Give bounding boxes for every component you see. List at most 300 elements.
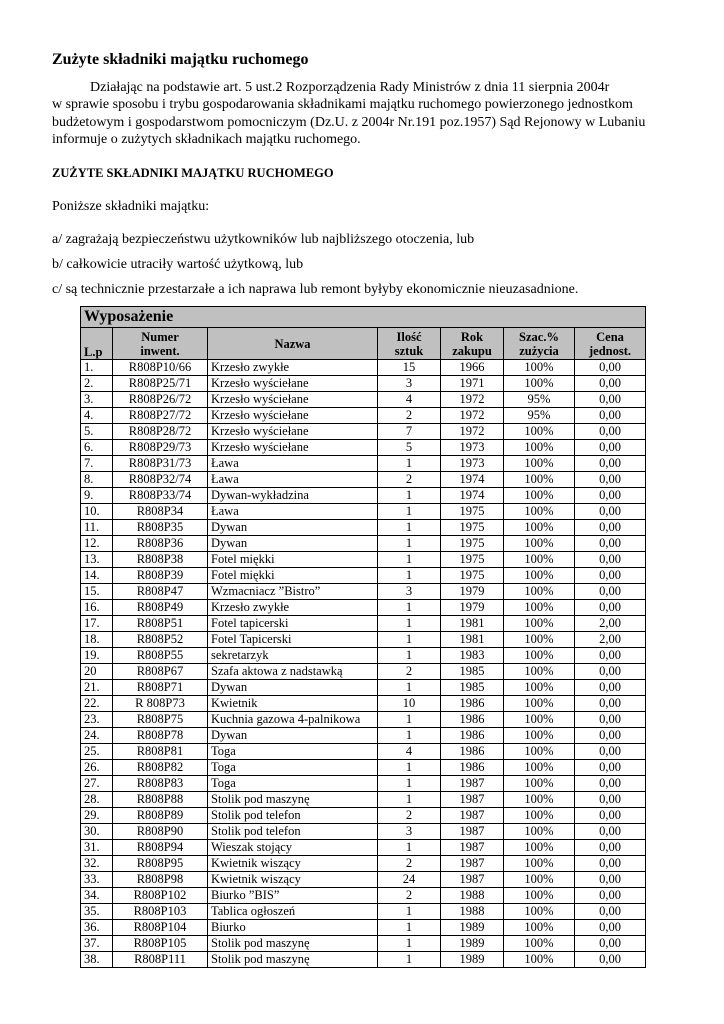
table-row (81, 392, 646, 408)
cell-quantity: 7 (378, 424, 441, 440)
condition-c: c/ są technicznie przestarzałe a ich naprawa lub remont byłyby ekonomicznie nieuzasadnione. (52, 282, 579, 297)
cell-name: Dywan-wykładzina (208, 488, 378, 504)
col-header-ilosc (378, 328, 441, 360)
cell-wear-percent: 100% (504, 632, 575, 648)
cell-year: 1987 (441, 792, 504, 808)
cell-quantity: 3 (378, 584, 441, 600)
cell-lp: 36. (81, 920, 113, 936)
cell-inventory-number: R808P105 (113, 936, 208, 952)
table-row (81, 792, 646, 808)
cell-inventory-number: R808P34 (113, 504, 208, 520)
table-row (81, 856, 646, 872)
cell-quantity: 1 (378, 568, 441, 584)
cell-year: 1985 (441, 664, 504, 680)
cell-unit-price: 0,00 (575, 936, 646, 952)
table-row (81, 920, 646, 936)
cell-inventory-number: R808P90 (113, 824, 208, 840)
cell-lp: 10. (81, 504, 113, 520)
cell-name: Krzesło zwykłe (208, 600, 378, 616)
cell-lp: 38. (81, 952, 113, 968)
intro-paragraph (52, 79, 682, 149)
cell-wear-percent: 100% (504, 504, 575, 520)
cell-inventory-number: R 808P73 (113, 696, 208, 712)
cell-inventory-number: R808P55 (113, 648, 208, 664)
cell-quantity: 1 (378, 648, 441, 664)
cell-wear-percent: 100% (504, 712, 575, 728)
cell-name: Toga (208, 760, 378, 776)
cell-wear-percent: 100% (504, 648, 575, 664)
cell-name: Dywan (208, 680, 378, 696)
table-body (81, 360, 646, 968)
table-row (81, 664, 646, 680)
cell-lp: 9. (81, 488, 113, 504)
condition-b: b/ całkowicie utraciły wartość użytkową, lub (52, 257, 304, 272)
col-header-cena (575, 328, 646, 360)
cell-year: 1973 (441, 440, 504, 456)
col-header-szac-line2: zużycia (519, 343, 559, 358)
cell-wear-percent: 100% (504, 520, 575, 536)
cell-inventory-number: R808P36 (113, 536, 208, 552)
table-row (81, 696, 646, 712)
table-row (81, 632, 646, 648)
cell-unit-price: 2,00 (575, 632, 646, 648)
cell-quantity: 1 (378, 712, 441, 728)
cell-year: 1987 (441, 776, 504, 792)
cell-quantity: 1 (378, 504, 441, 520)
cell-inventory-number: R808P89 (113, 808, 208, 824)
cell-quantity: 2 (378, 472, 441, 488)
col-header-numer (113, 328, 208, 360)
cell-unit-price: 0,00 (575, 456, 646, 472)
cell-year: 1966 (441, 360, 504, 376)
cell-inventory-number: R808P95 (113, 856, 208, 872)
col-header-szac (504, 328, 575, 360)
cell-wear-percent: 100% (504, 728, 575, 744)
cell-name: Stolik pod maszynę (208, 792, 378, 808)
cell-unit-price: 0,00 (575, 568, 646, 584)
cell-quantity: 1 (378, 600, 441, 616)
table-row (81, 504, 646, 520)
cell-name: Fotel miękki (208, 568, 378, 584)
cell-year: 1986 (441, 712, 504, 728)
cell-unit-price: 0,00 (575, 904, 646, 920)
cell-unit-price: 0,00 (575, 504, 646, 520)
cell-inventory-number: R808P94 (113, 840, 208, 856)
cell-unit-price: 0,00 (575, 392, 646, 408)
cell-inventory-number: R808P103 (113, 904, 208, 920)
cell-name: Dywan (208, 536, 378, 552)
cell-inventory-number: R808P26/72 (113, 392, 208, 408)
cell-wear-percent: 100% (504, 552, 575, 568)
cell-unit-price: 0,00 (575, 840, 646, 856)
cell-name: Kuchnia gazowa 4-palnikowa (208, 712, 378, 728)
cell-quantity: 1 (378, 760, 441, 776)
cell-lp: 8. (81, 472, 113, 488)
cell-quantity: 1 (378, 552, 441, 568)
cell-inventory-number: R808P111 (113, 952, 208, 968)
table-row (81, 680, 646, 696)
cell-quantity: 4 (378, 744, 441, 760)
cell-name: Krzesło wyściełane (208, 424, 378, 440)
cell-year: 1974 (441, 488, 504, 504)
cell-unit-price: 0,00 (575, 728, 646, 744)
cell-wear-percent: 100% (504, 440, 575, 456)
cell-unit-price: 0,00 (575, 760, 646, 776)
cell-unit-price: 0,00 (575, 648, 646, 664)
document-title: Zużyte składniki majątku ruchomego (52, 51, 309, 68)
cell-year: 1986 (441, 696, 504, 712)
cell-inventory-number: R808P28/72 (113, 424, 208, 440)
cell-unit-price: 0,00 (575, 808, 646, 824)
table-row (81, 584, 646, 600)
cell-year: 1975 (441, 552, 504, 568)
cell-name: Ława (208, 504, 378, 520)
cell-unit-price: 0,00 (575, 664, 646, 680)
cell-quantity: 2 (378, 856, 441, 872)
cell-year: 1986 (441, 744, 504, 760)
intro-line: informuje o zużytych składnikach majątku ruchomego. (52, 132, 361, 148)
cell-inventory-number: R808P32/74 (113, 472, 208, 488)
cell-inventory-number: R808P81 (113, 744, 208, 760)
cell-unit-price: 0,00 (575, 792, 646, 808)
intro-line: w sprawie sposobu i trybu gospodarowania składnikami majątku ruchomego powierzonego jednostkom (52, 97, 633, 113)
table-row (81, 648, 646, 664)
cell-wear-percent: 100% (504, 568, 575, 584)
cell-name: Kwietnik (208, 696, 378, 712)
cell-inventory-number: R808P31/73 (113, 456, 208, 472)
cell-lp: 6. (81, 440, 113, 456)
section-title: Wyposażenie (81, 307, 646, 328)
cell-wear-percent: 100% (504, 920, 575, 936)
cell-wear-percent: 100% (504, 952, 575, 968)
cell-year: 1989 (441, 920, 504, 936)
cell-wear-percent: 95% (504, 392, 575, 408)
cell-lp: 30. (81, 824, 113, 840)
cell-year: 1972 (441, 392, 504, 408)
cell-lp: 28. (81, 792, 113, 808)
cell-name: Wzmacniacz ”Bistro” (208, 584, 378, 600)
cell-lp: 7. (81, 456, 113, 472)
cell-inventory-number: R808P75 (113, 712, 208, 728)
cell-quantity: 1 (378, 792, 441, 808)
inventory-table (80, 306, 646, 968)
cell-quantity: 1 (378, 904, 441, 920)
cell-inventory-number: R808P33/74 (113, 488, 208, 504)
col-header-numer-line2: inwent. (140, 343, 180, 358)
cell-year: 1988 (441, 888, 504, 904)
cell-quantity: 1 (378, 936, 441, 952)
cell-name: Krzesło wyściełane (208, 376, 378, 392)
cell-year: 1987 (441, 808, 504, 824)
cell-unit-price: 0,00 (575, 744, 646, 760)
cell-inventory-number: R808P29/73 (113, 440, 208, 456)
cell-quantity: 4 (378, 392, 441, 408)
table-row (81, 952, 646, 968)
cell-unit-price: 0,00 (575, 488, 646, 504)
cell-wear-percent: 100% (504, 472, 575, 488)
cell-quantity: 1 (378, 488, 441, 504)
cell-year: 1972 (441, 408, 504, 424)
table-row (81, 936, 646, 952)
cell-quantity: 1 (378, 536, 441, 552)
cell-lp: 33. (81, 872, 113, 888)
cell-quantity: 1 (378, 616, 441, 632)
cell-wear-percent: 100% (504, 744, 575, 760)
cell-name: Ława (208, 472, 378, 488)
cell-year: 1989 (441, 952, 504, 968)
table-row (81, 520, 646, 536)
cell-quantity: 1 (378, 952, 441, 968)
lead-text: Poniższe składniki majątku: (52, 199, 210, 214)
cell-unit-price: 0,00 (575, 552, 646, 568)
cell-lp: 1. (81, 360, 113, 376)
cell-year: 1985 (441, 680, 504, 696)
cell-lp: 34. (81, 888, 113, 904)
cell-lp: 23. (81, 712, 113, 728)
cell-unit-price: 0,00 (575, 440, 646, 456)
table-row (81, 904, 646, 920)
table-row (81, 568, 646, 584)
col-header-nazwa: Nazwa (208, 328, 378, 360)
cell-wear-percent: 100% (504, 424, 575, 440)
cell-wear-percent: 100% (504, 840, 575, 856)
cell-year: 1975 (441, 568, 504, 584)
cell-inventory-number: R808P49 (113, 600, 208, 616)
table-row (81, 616, 646, 632)
cell-year: 1979 (441, 600, 504, 616)
cell-inventory-number: R808P88 (113, 792, 208, 808)
cell-year: 1987 (441, 872, 504, 888)
cell-unit-price: 0,00 (575, 888, 646, 904)
cell-lp: 4. (81, 408, 113, 424)
cell-unit-price: 0,00 (575, 600, 646, 616)
table-row (81, 600, 646, 616)
cell-name: Toga (208, 776, 378, 792)
cell-inventory-number: R808P82 (113, 760, 208, 776)
cell-name: Tablica ogłoszeń (208, 904, 378, 920)
cell-name: Kwietnik wiszący (208, 856, 378, 872)
cell-unit-price: 0,00 (575, 776, 646, 792)
cell-wear-percent: 100% (504, 584, 575, 600)
cell-quantity: 10 (378, 696, 441, 712)
table-row (81, 728, 646, 744)
cell-name: Stolik pod telefon (208, 824, 378, 840)
cell-wear-percent: 100% (504, 792, 575, 808)
table-row (81, 552, 646, 568)
cell-year: 1983 (441, 648, 504, 664)
table-row (81, 808, 646, 824)
cell-unit-price: 0,00 (575, 536, 646, 552)
cell-inventory-number: R808P39 (113, 568, 208, 584)
cell-name: Ława (208, 456, 378, 472)
cell-lp: 14. (81, 568, 113, 584)
table-row (81, 744, 646, 760)
cell-quantity: 1 (378, 776, 441, 792)
cell-lp: 13. (81, 552, 113, 568)
cell-lp: 37. (81, 936, 113, 952)
table-column-headers (81, 328, 646, 360)
table-row (81, 888, 646, 904)
cell-inventory-number: R808P25/71 (113, 376, 208, 392)
cell-year: 1989 (441, 936, 504, 952)
cell-name: sekretarzyk (208, 648, 378, 664)
col-header-rok-line2: zakupu (452, 343, 492, 358)
cell-wear-percent: 100% (504, 872, 575, 888)
cell-wear-percent: 95% (504, 408, 575, 424)
cell-name: Krzesło zwykłe (208, 360, 378, 376)
cell-name: Wieszak stojący (208, 840, 378, 856)
cell-inventory-number: R808P98 (113, 872, 208, 888)
cell-name: Krzesło wyściełane (208, 392, 378, 408)
cell-lp: 3. (81, 392, 113, 408)
cell-lp: 17. (81, 616, 113, 632)
cell-unit-price: 0,00 (575, 520, 646, 536)
intro-line: Działając na podstawie art. 5 ust.2 Rozporządzenia Rady Ministrów z dnia 11 sierpnia 2004r (90, 80, 610, 95)
cell-year: 1986 (441, 728, 504, 744)
cell-unit-price: 0,00 (575, 856, 646, 872)
col-header-szac-line1: Szac.% (519, 329, 559, 344)
cell-wear-percent: 100% (504, 616, 575, 632)
cell-inventory-number: R808P27/72 (113, 408, 208, 424)
intro-line: budżetowym i gospodarstwom pomocniczym (Dz.U. z 2004r Nr.191 poz.1957) Sąd Rejonowy w Lubaniu (52, 114, 646, 130)
cell-lp: 35. (81, 904, 113, 920)
cell-quantity: 3 (378, 376, 441, 392)
cell-unit-price: 0,00 (575, 376, 646, 392)
cell-lp: 22. (81, 696, 113, 712)
col-header-ilosc-line1: Ilość (396, 329, 422, 344)
col-header-rok (441, 328, 504, 360)
cell-name: Krzesło wyściełane (208, 440, 378, 456)
col-header-cena-line1: Cena (596, 329, 624, 344)
cell-quantity: 1 (378, 728, 441, 744)
table-row (81, 456, 646, 472)
cell-inventory-number: R808P38 (113, 552, 208, 568)
cell-inventory-number: R808P71 (113, 680, 208, 696)
table-row (81, 872, 646, 888)
cell-year: 1974 (441, 472, 504, 488)
cell-wear-percent: 100% (504, 824, 575, 840)
cell-quantity: 2 (378, 408, 441, 424)
cell-wear-percent: 100% (504, 680, 575, 696)
cell-inventory-number: R808P83 (113, 776, 208, 792)
cell-name: Biurko (208, 920, 378, 936)
cell-name: Fotel miękki (208, 552, 378, 568)
cell-lp: 29. (81, 808, 113, 824)
cell-name: Biurko ”BIS” (208, 888, 378, 904)
cell-unit-price: 0,00 (575, 680, 646, 696)
cell-wear-percent: 100% (504, 856, 575, 872)
cell-wear-percent: 100% (504, 760, 575, 776)
cell-unit-price: 0,00 (575, 408, 646, 424)
cell-unit-price: 0,00 (575, 872, 646, 888)
cell-wear-percent: 100% (504, 696, 575, 712)
cell-year: 1973 (441, 456, 504, 472)
cell-name: Kwietnik wiszący (208, 872, 378, 888)
cell-inventory-number: R808P51 (113, 616, 208, 632)
table-row (81, 408, 646, 424)
cell-wear-percent: 100% (504, 808, 575, 824)
cell-lp: 25. (81, 744, 113, 760)
cell-year: 1981 (441, 632, 504, 648)
cell-unit-price: 0,00 (575, 824, 646, 840)
cell-lp: 16. (81, 600, 113, 616)
cell-year: 1979 (441, 584, 504, 600)
cell-unit-price: 0,00 (575, 360, 646, 376)
cell-quantity: 1 (378, 840, 441, 856)
cell-quantity: 2 (378, 664, 441, 680)
cell-unit-price: 0,00 (575, 472, 646, 488)
cell-year: 1971 (441, 376, 504, 392)
table-row (81, 376, 646, 392)
cell-unit-price: 0,00 (575, 584, 646, 600)
cell-lp: 20 (81, 664, 113, 680)
cell-name: Stolik pod maszynę (208, 936, 378, 952)
cell-lp: 24. (81, 728, 113, 744)
section-subheading: ZUŻYTE SKŁADNIKI MAJĄTKU RUCHOMEGO (52, 166, 334, 180)
cell-wear-percent: 100% (504, 488, 575, 504)
table-section-header (81, 307, 646, 328)
cell-name: Toga (208, 744, 378, 760)
cell-name: Stolik pod telefon (208, 808, 378, 824)
table-row (81, 424, 646, 440)
cell-lp: 18. (81, 632, 113, 648)
table-row (81, 472, 646, 488)
cell-name: Dywan (208, 728, 378, 744)
cell-unit-price: 2,00 (575, 616, 646, 632)
cell-quantity: 15 (378, 360, 441, 376)
cell-year: 1987 (441, 856, 504, 872)
cell-lp: 31. (81, 840, 113, 856)
table-row (81, 440, 646, 456)
cell-quantity: 1 (378, 456, 441, 472)
cell-lp: 15. (81, 584, 113, 600)
cell-wear-percent: 100% (504, 376, 575, 392)
cell-wear-percent: 100% (504, 536, 575, 552)
cell-quantity: 3 (378, 824, 441, 840)
cell-year: 1988 (441, 904, 504, 920)
col-header-cena-line2: jednost. (589, 343, 632, 358)
cell-inventory-number: R808P102 (113, 888, 208, 904)
cell-unit-price: 0,00 (575, 696, 646, 712)
cell-wear-percent: 100% (504, 600, 575, 616)
table-row (81, 488, 646, 504)
cell-quantity: 1 (378, 520, 441, 536)
cell-year: 1987 (441, 824, 504, 840)
table-row (81, 712, 646, 728)
cell-wear-percent: 100% (504, 936, 575, 952)
cell-wear-percent: 100% (504, 664, 575, 680)
table-row (81, 776, 646, 792)
col-header-rok-line1: Rok (460, 329, 484, 344)
cell-lp: 5. (81, 424, 113, 440)
cell-wear-percent: 100% (504, 776, 575, 792)
cell-unit-price: 0,00 (575, 920, 646, 936)
cell-year: 1987 (441, 840, 504, 856)
cell-lp: 19. (81, 648, 113, 664)
cell-quantity: 1 (378, 680, 441, 696)
cell-name: Fotel Tapicerski (208, 632, 378, 648)
cell-year: 1975 (441, 536, 504, 552)
cell-lp: 12. (81, 536, 113, 552)
cell-lp: 32. (81, 856, 113, 872)
cell-unit-price: 0,00 (575, 712, 646, 728)
col-header-ilosc-line2: sztuk (394, 343, 424, 358)
table-row (81, 824, 646, 840)
cell-quantity: 1 (378, 920, 441, 936)
cell-year: 1975 (441, 520, 504, 536)
col-header-numer-line1: Numer (141, 329, 179, 344)
cell-year: 1981 (441, 616, 504, 632)
